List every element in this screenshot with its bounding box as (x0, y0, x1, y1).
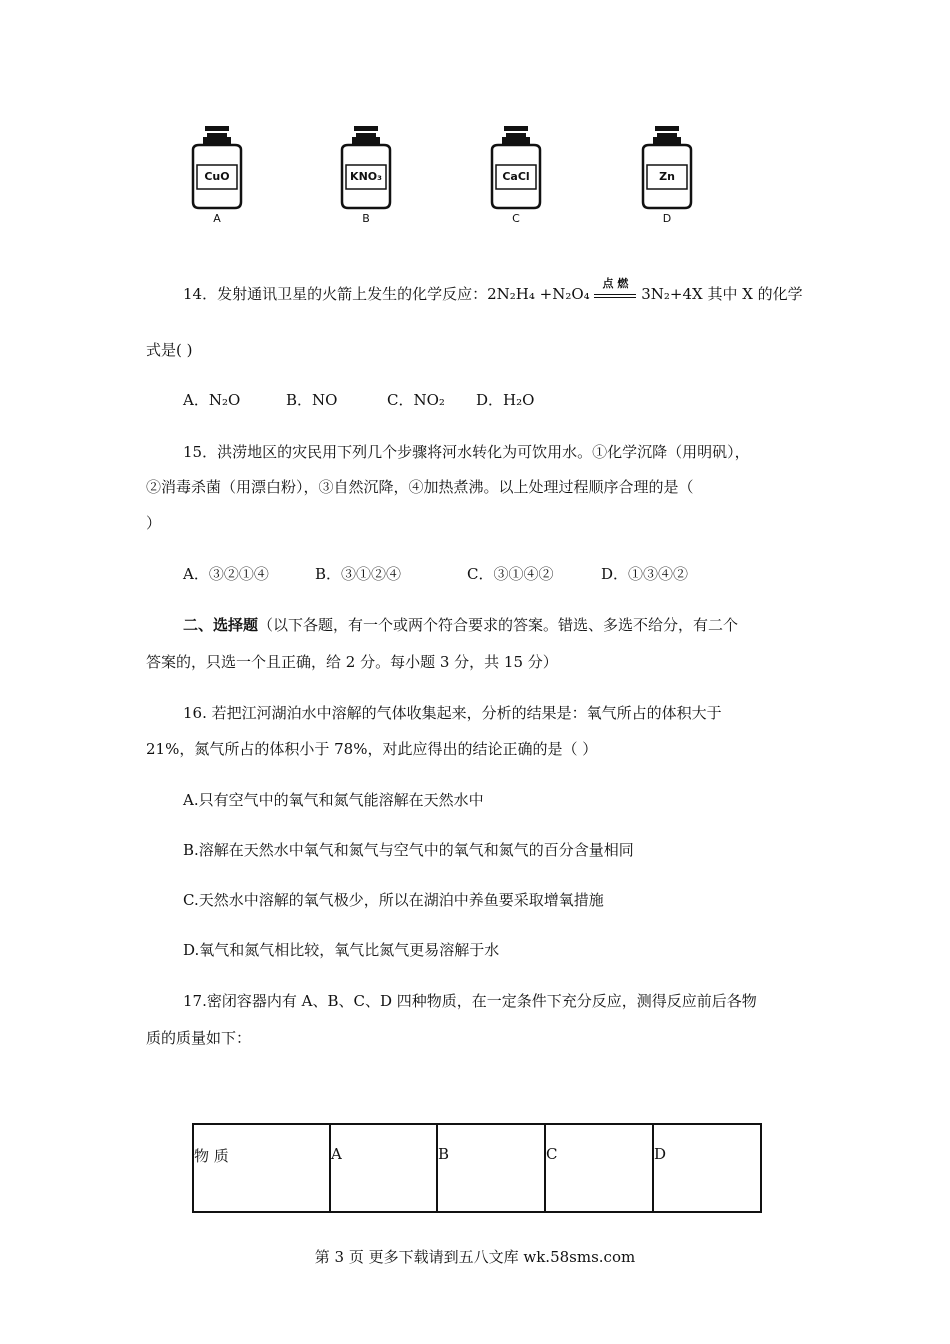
bottle-b (334, 124, 398, 224)
table-header-substance: 物 质 (193, 1124, 330, 1212)
q16-option-b: B.溶解在天然水中氧气和氮气与空气中的氧气和氮气的百分含量相同 (183, 841, 634, 859)
bottle-b-drawing (334, 124, 398, 210)
q14-option-a: A．N₂O (183, 391, 241, 409)
bottle-c-label: CaCl (502, 170, 530, 183)
q14-option-c: C．NO₂ (387, 391, 445, 409)
q14-condition: 点 燃 (602, 277, 629, 290)
q17-line2: 质的质量如下： (146, 1029, 252, 1047)
bottle-d-drawing (635, 124, 699, 210)
mass-table (192, 1123, 762, 1213)
section2-instructions: （以下各题，有一个或两个符合要求的答案。错选、多选不给分，有二个 (258, 616, 739, 634)
q14-line2: 式是( ) (146, 341, 193, 359)
table-header-b: B (437, 1124, 545, 1212)
q15-option-b: B．③①②④ (315, 565, 402, 583)
section2-line2: 答案的，只选一个且正确，给 2 分。每小题 3 分，共 15 分） (146, 653, 558, 671)
q15-line3: ） (146, 514, 162, 532)
section2-title: 二、选择题 (183, 616, 259, 634)
q15-option-c: C．③①④② (467, 565, 554, 583)
q14-line1 (183, 277, 803, 304)
q14-reaction-arrow (594, 277, 636, 304)
bottle-a-label: CuO (204, 170, 230, 183)
bottle-d-caption: D (662, 212, 672, 225)
q14-option-d: D．H₂O (476, 391, 535, 409)
table-row (193, 1124, 761, 1212)
q16-option-a: A.只有空气中的氧气和氮气能溶解在天然水中 (183, 791, 484, 809)
q15-line1: 15．洪涝地区的灾民用下列几个步骤将河水转化为可饮用水。①化学沉降（用明矾）， (183, 443, 750, 461)
q16-line1: 16. 若把江河湖泊水中溶解的气体收集起来，分析的结果是：氧气所占的体积大于 (183, 704, 722, 722)
table-header-a: A (330, 1124, 437, 1212)
bottle-a-drawing (185, 124, 249, 210)
q14-prefix: 14．发射通讯卫星的火箭上发生的化学反应：2N₂H₄ +N₂O₄ (183, 285, 590, 303)
q16-option-d: D.氧气和氮气相比较，氧气比氮气更易溶解于水 (183, 941, 500, 959)
bottle-d (635, 124, 699, 224)
bottle-c (484, 124, 548, 224)
table-header-c: C (545, 1124, 653, 1212)
q14-option-b: B．NO (286, 391, 338, 409)
bottle-d-label: Zn (659, 170, 675, 183)
page-footer: 第 3 页 更多下载请到五八文库 wk.58sms.com (314, 1248, 636, 1266)
bottle-b-caption: B (362, 212, 370, 225)
q14-suffix: 3N₂+4X 其中 X 的化学 (641, 285, 803, 303)
bottle-c-drawing (484, 124, 548, 210)
table-header-d: D (653, 1124, 761, 1212)
bottle-b-label: KNO₃ (350, 170, 382, 183)
q17-line1: 17.密闭容器内有 A、B、C、D 四种物质，在一定条件下充分反应，测得反应前后各物 (183, 992, 757, 1010)
q15-option-a: A．③②①④ (183, 565, 269, 583)
bottle-a-caption: A (213, 212, 221, 225)
bottle-a (185, 124, 249, 224)
section2-line1 (183, 614, 738, 635)
q16-option-c: C.天然水中溶解的氧气极少，所以在湖泊中养鱼要采取增氧措施 (183, 891, 604, 909)
bottle-c-caption: C (512, 212, 520, 225)
q16-line2: 21%，氮气所占的体积小于 78%，对此应得出的结论正确的是（ ） (146, 740, 598, 758)
q15-line2: ②消毒杀菌（用漂白粉），③自然沉降，④加热煮沸。以上处理过程顺序合理的是（ (146, 478, 694, 496)
q15-option-d: D．①③④② (601, 565, 689, 583)
